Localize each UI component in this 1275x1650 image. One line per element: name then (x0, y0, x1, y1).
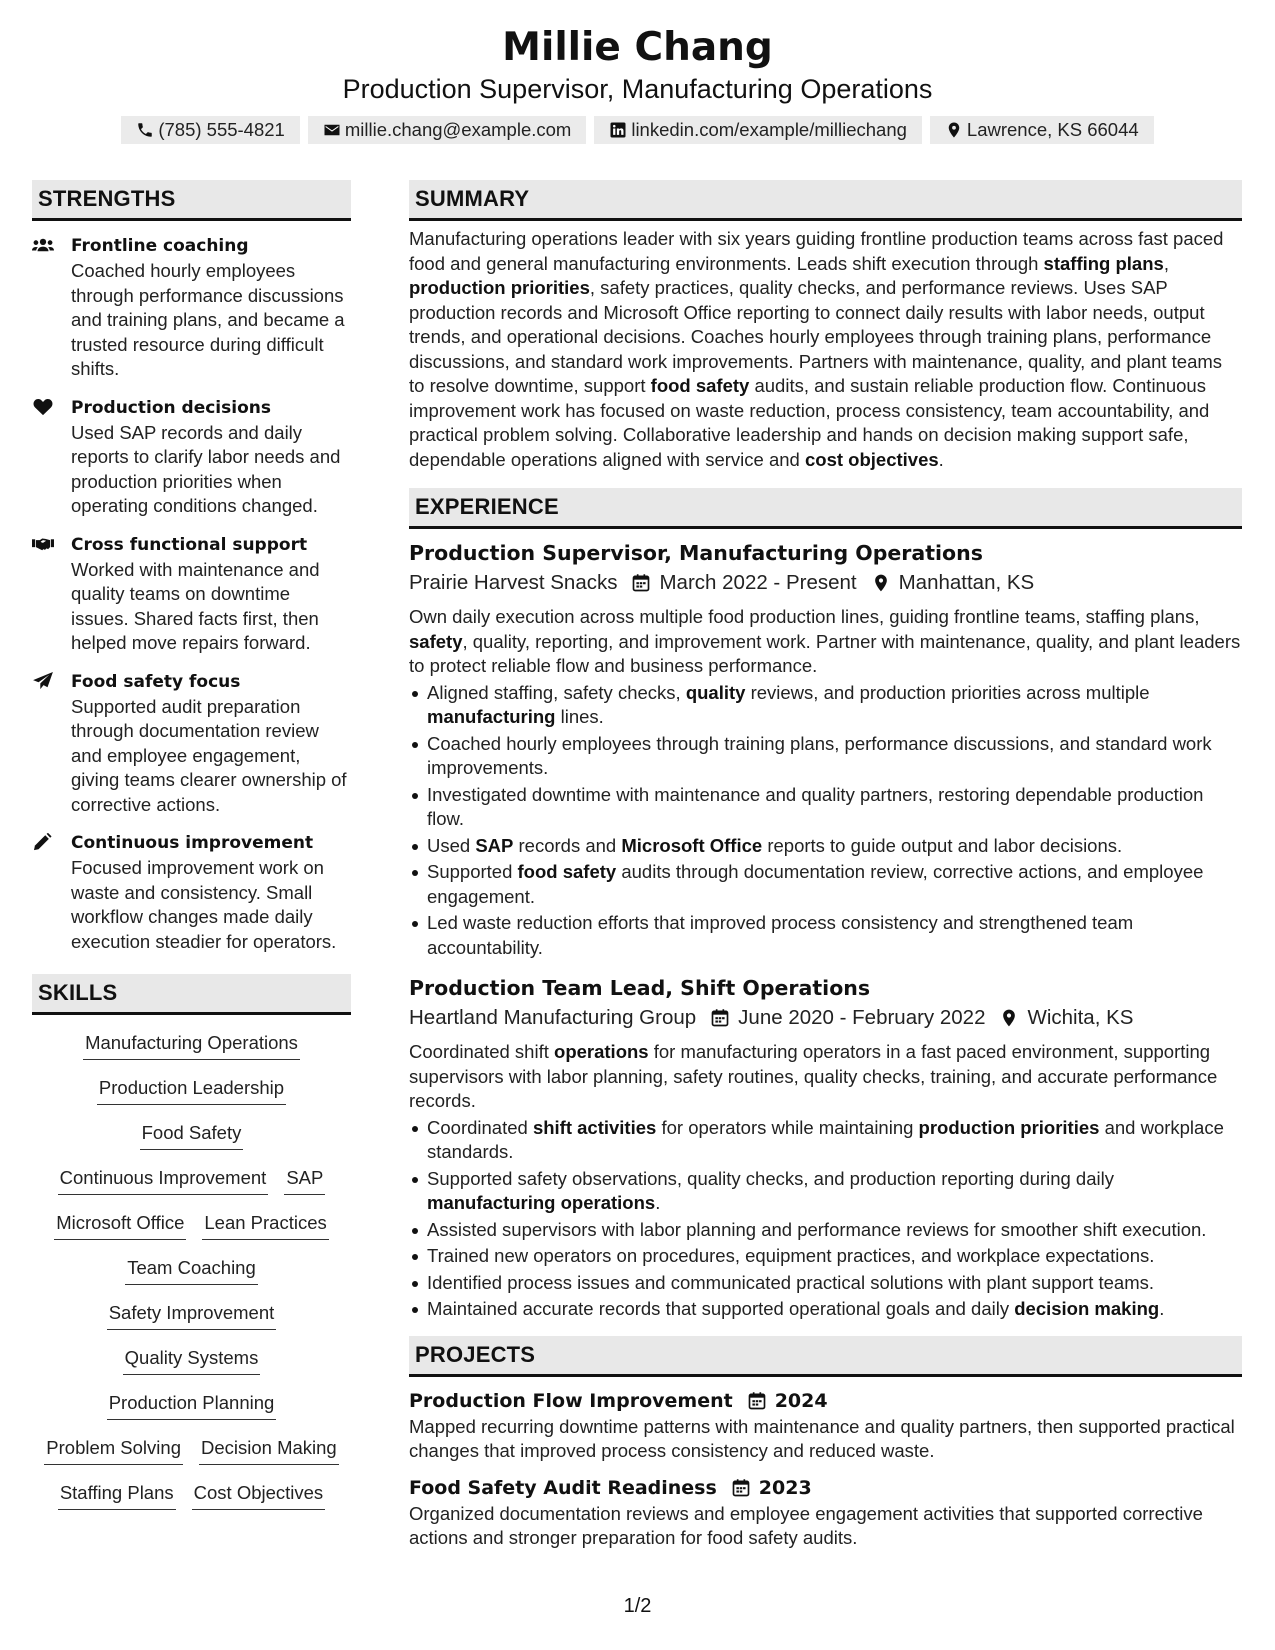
emphasis: decision making (1014, 1298, 1160, 1319)
pencil-icon (32, 833, 54, 851)
page-number: 1/2 (623, 1595, 652, 1617)
strength-title: Continuous improvement (71, 833, 314, 853)
project-entry (409, 1474, 1242, 1551)
bullet-item: Assisted supervisors with labor planning and performance reviews for smoother shift execution. (409, 1218, 1242, 1243)
calendar-icon (731, 1478, 751, 1498)
skill-tag: Lean Practices (202, 1209, 328, 1240)
phone-icon (136, 121, 154, 139)
emphasis: manufacturing (427, 706, 556, 727)
emphasis: food safety (650, 375, 750, 396)
job-company: Heartland Manufacturing Group (409, 1006, 697, 1029)
location-icon (871, 573, 891, 593)
emphasis: cost objectives (804, 448, 939, 470)
job-location: Manhattan, KS (898, 571, 1035, 594)
job-location: Wichita, KS (1027, 1006, 1134, 1029)
skill-tag: Safety Improvement (107, 1299, 277, 1330)
location-icon (945, 121, 963, 139)
skill-tag: Decision Making (199, 1434, 339, 1465)
contact-email[interactable] (308, 116, 586, 144)
emphasis: manufacturing operations (427, 1192, 656, 1213)
strength-item (32, 830, 351, 954)
contact-location-text: Lawrence, KS 66044 (966, 119, 1139, 140)
contact-location[interactable] (930, 116, 1154, 144)
bullet-item: Used SAP records and Microsoft Office reports to guide output and labor decisions. (409, 834, 1242, 859)
contact-email-text: millie.chang@example.com (344, 119, 572, 140)
contact-bar (0, 116, 1275, 144)
emphasis: production priorities (409, 277, 590, 298)
strength-title: Frontline coaching (71, 236, 249, 256)
calendar-icon (710, 1008, 730, 1028)
skill-tag: Cost Objectives (192, 1479, 326, 1510)
skill-tag: Problem Solving (44, 1434, 183, 1465)
emphasis: Microsoft Office (621, 834, 763, 856)
skill-tag: Microsoft Office (54, 1209, 186, 1240)
bullet-item: Led waste reduction efforts that improved process consistency and strengthened team accountability. (409, 911, 1242, 960)
strength-item (32, 669, 351, 818)
job-intro: Own daily execution across multiple food production lines, guiding frontline teams, staffing plans, safety, quality, reporting, and improvement work. Partner with maintenance, quality, and plant leaders to protect reliable flow and business performance. (409, 606, 1241, 676)
contact-phone-text: (785) 555-4821 (158, 119, 285, 140)
calendar-icon (747, 1391, 767, 1411)
strength-desc: Focused improvement work on waste and consistency. Small workflow changes made daily execution steadier for operators. (71, 857, 337, 952)
strength-title: Production decisions (71, 397, 271, 418)
job-company: Prairie Harvest Snacks (409, 571, 618, 594)
job-meta (409, 567, 1242, 599)
job-intro: Coordinated shift operations for manufacturing operators in a fast paced environment, supporting supervisors with labor planning, safety routines, quality checks, training, and accurate performance records. (409, 1041, 1218, 1111)
bullet-item: Coordinated shift activities for operators while maintaining production priorities and workplace standards. (409, 1116, 1242, 1165)
contact-phone[interactable] (121, 116, 300, 144)
strength-title: Food safety focus (71, 671, 241, 692)
project-desc: Mapped recurring downtime patterns with maintenance and quality partners, then supported practical changes that improved process consistency and reduced waste. (409, 1415, 1235, 1461)
users-icon (32, 236, 54, 254)
strength-desc: Coached hourly employees through performance discussions and training plans, and became a trusted resource during difficult shifts. (71, 260, 345, 379)
emphasis: production priorities (918, 1116, 1100, 1138)
projects-heading: PROJECTS (409, 1336, 1242, 1377)
project-title: Production Flow Improvement (409, 1389, 733, 1412)
strength-item (32, 532, 351, 656)
project-header (409, 1474, 1242, 1502)
candidate-title: Production Supervisor, Manufacturing Operations (342, 74, 933, 104)
project-entry (409, 1387, 1242, 1464)
bullet-item: Trained new operators on procedures, equipment practices, and workplace expectations. (409, 1244, 1242, 1269)
paper-plane-icon (32, 672, 54, 690)
strength-title: Cross functional support (71, 534, 308, 555)
summary-text: Manufacturing operations leader with six years guiding frontline production teams across fast paced food and general manufacturing environments. Leads shift execution through staffing plans, production priorities, safety practices, quality checks, and performance reviews. Uses SAP production records and Microsoft Office reporting to connect daily results with labor needs, output trends, and operational decisions. Coaches hourly employees through training plans, performance discussions, and standard work improvements. Partners with maintenance, quality, and plant teams to resolve downtime, support food safety audits, and sustain reliable production flow. Continuous improvement work has focused on waste reduction, process consistency, team accountability, and practical problem solving. Collaborative leadership and hands on decision making support safe, dependable operations aligned with service and cost objectives. (409, 228, 1224, 470)
strength-item (32, 233, 351, 382)
location-icon (999, 1008, 1019, 1028)
strength-desc: Worked with maintenance and quality teams on downtime issues. Shared facts first, then helped move repairs forward. (71, 558, 320, 653)
strength-item (32, 395, 351, 519)
skills-heading: SKILLS (32, 974, 351, 1015)
experience-heading: EXPERIENCE (409, 488, 1242, 529)
strengths-list (32, 233, 351, 954)
calendar-icon (631, 573, 651, 593)
right-column (409, 180, 1242, 1551)
emphasis: safety (409, 630, 463, 652)
strengths-heading: STRENGTHS (32, 180, 351, 221)
heart-icon (32, 398, 54, 416)
emphasis: quality (685, 681, 746, 703)
job-meta (409, 1002, 1242, 1034)
skills-list (32, 1029, 351, 1524)
job-entry (409, 974, 1242, 1322)
job-bullets (409, 681, 1242, 961)
candidate-name: Millie Chang (502, 25, 773, 70)
contact-linkedin-text: linkedin.com/example/milliechang (631, 119, 907, 140)
skill-tag: Team Coaching (125, 1254, 258, 1285)
contact-linkedin[interactable] (594, 116, 922, 144)
bullet-item: Maintained accurate records that supported operational goals and daily decision making. (409, 1297, 1242, 1322)
bullet-item: Supported safety observations, quality checks, and production reporting during daily manufacturing operations. (409, 1167, 1242, 1216)
skill-tag: Manufacturing Operations (83, 1029, 300, 1060)
job-dates: June 2020 - February 2022 (738, 1006, 986, 1029)
email-icon (323, 121, 341, 139)
emphasis: operations (554, 1041, 649, 1062)
project-year: 2024 (774, 1389, 828, 1412)
skill-tag: Production Planning (107, 1389, 277, 1420)
bullet-item: Coached hourly employees through training plans, performance discussions, and standard work improvements. (409, 732, 1242, 781)
project-header (409, 1387, 1242, 1415)
bullet-item: Investigated downtime with maintenance and quality partners, restoring dependable production flow. (409, 783, 1242, 832)
strength-desc: Supported audit preparation through documentation review and employee engagement, giving teams clearer ownership of corrective actions. (71, 695, 347, 815)
skill-tag: Quality Systems (123, 1344, 261, 1375)
skill-tag: Production Leadership (97, 1074, 286, 1105)
handshake-icon (32, 535, 54, 553)
linkedin-icon (609, 121, 627, 139)
job-dates: March 2022 - Present (659, 571, 857, 594)
skill-tag: Staffing Plans (58, 1479, 176, 1510)
bullet-item: Identified process issues and communicated practical solutions with plant support teams. (409, 1271, 1242, 1296)
strength-desc: Used SAP records and daily reports to clarify labor needs and production priorities when operating conditions changed. (71, 421, 341, 516)
bullet-item: Supported food safety audits through documentation review, corrective actions, and employee engagement. (409, 860, 1242, 909)
project-title: Food Safety Audit Readiness (409, 1476, 717, 1499)
left-column (32, 180, 351, 1524)
project-year: 2023 (758, 1476, 812, 1499)
bullet-item: Aligned staffing, safety checks, quality reviews, and production priorities across multiple manufacturing lines. (409, 681, 1242, 730)
emphasis: food safety (517, 861, 617, 882)
skill-tag: Continuous Improvement (58, 1164, 269, 1195)
summary-heading: SUMMARY (409, 180, 1242, 221)
job-title: Production Team Lead, Shift Operations (409, 976, 871, 1000)
skill-tag: SAP (284, 1164, 325, 1195)
resume-header (0, 20, 1275, 144)
project-desc: Organized documentation reviews and employee engagement activities that supported corrective actions and stronger preparation for food safety audits. (409, 1502, 1203, 1548)
job-entry (409, 539, 1242, 960)
emphasis: SAP (475, 834, 514, 856)
emphasis: staffing plans (1043, 252, 1164, 274)
job-title: Production Supervisor, Manufacturing Operations (409, 541, 983, 565)
job-bullets (409, 1116, 1242, 1322)
skill-tag: Food Safety (140, 1119, 244, 1150)
emphasis: shift activities (532, 1116, 657, 1138)
